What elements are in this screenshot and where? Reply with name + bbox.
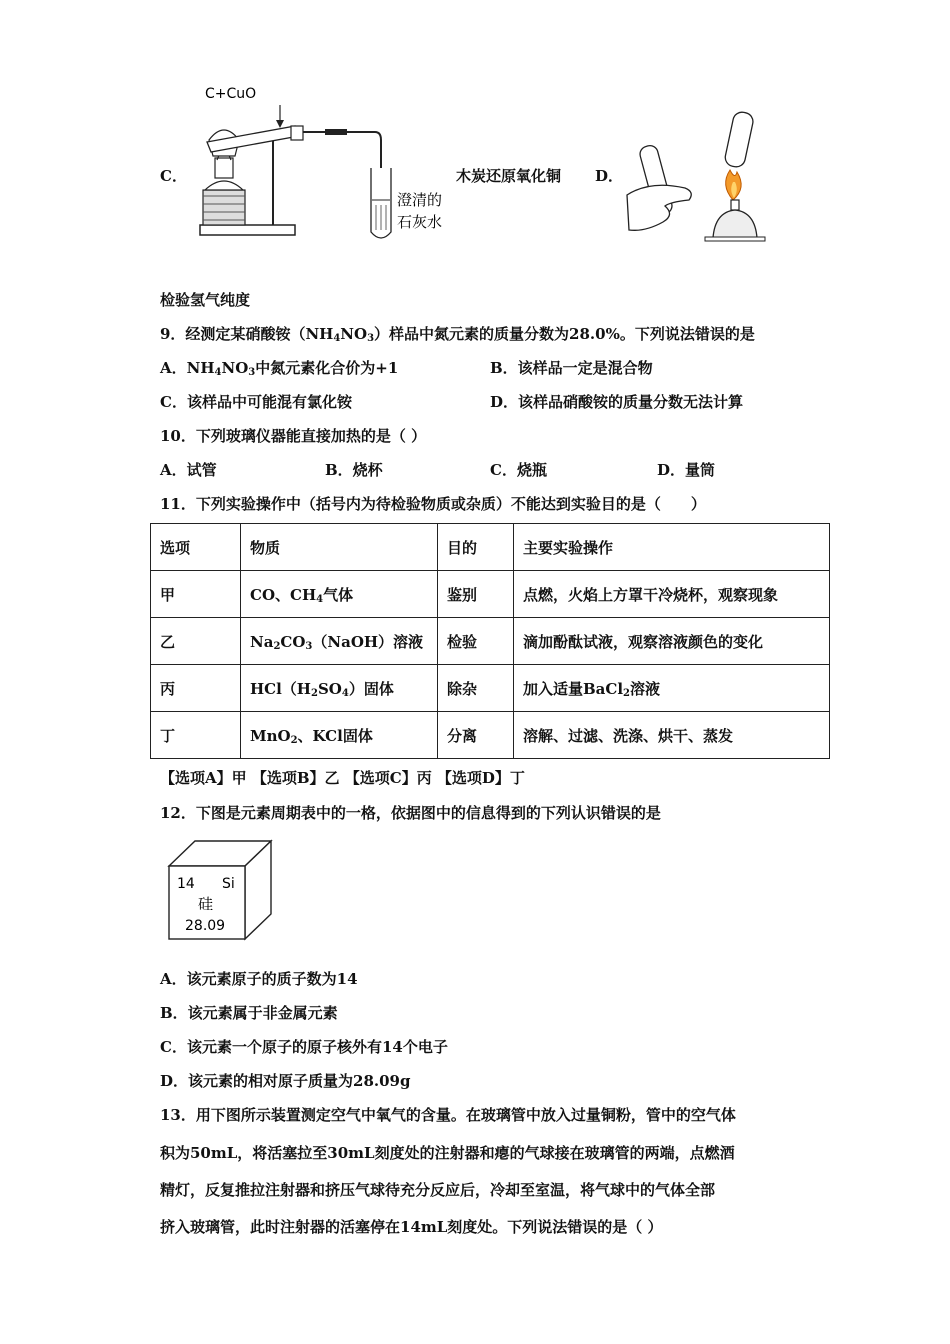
option-d-label: D． xyxy=(595,167,624,185)
row-goal: 分离 xyxy=(438,712,514,759)
row-operation: 溶解、过滤、洗涤、烘干、蒸发 xyxy=(514,712,830,759)
carbon-reduction-apparatus-figure xyxy=(195,80,460,250)
q13-line4: 挤入玻璃管，此时注射器的活塞停在14mL刻度处。下列说法错误的是（ ） xyxy=(160,1218,663,1236)
header-option: 选项 xyxy=(151,524,241,571)
header-operation: 主要实验操作 xyxy=(514,524,830,571)
row-substance: $HCl(H_2SO_4)$固体 xyxy=(241,665,438,712)
cell-name: 硅 xyxy=(198,895,214,913)
q13-line1: 13．用下图所示装置测定空气中氧气的含量。在玻璃管中放入过量铜粉，管中的空气体 xyxy=(160,1106,736,1124)
table-row xyxy=(151,665,830,712)
caption-c: 木炭还原氧化铜 xyxy=(456,167,562,185)
q12-option-a: A．该元素原子的质子数为14 xyxy=(160,970,358,988)
row-goal: 鉴别 xyxy=(438,571,514,618)
q11-table xyxy=(150,523,830,759)
q9-option-b: B．该样品一定是混合物 xyxy=(490,359,653,377)
row-operation: 滴加酚酞试液，观察溶液颜色的变化 xyxy=(514,618,830,665)
q9-option-a: A．$NH_4NO_3$中氮元素化合价为+1 xyxy=(160,359,399,378)
q10-option-c: C．烧瓶 xyxy=(490,461,547,479)
row-goal: 除杂 xyxy=(438,665,514,712)
q9-stem: 9．经测定某硝酸铵$(NH_4NO_3)$样品中氮元素的质量分数为28.0%。下列说法错误的是 xyxy=(160,325,755,344)
table-header-row xyxy=(151,524,830,571)
row-operation: 点燃，火焰上方罩干冷烧杯，观察现象 xyxy=(514,571,830,618)
row-goal: 检验 xyxy=(438,618,514,665)
cell-mass: 28.09 xyxy=(185,918,226,934)
periodic-cell-figure xyxy=(165,838,277,944)
q10-option-d: D．量筒 xyxy=(657,461,716,479)
row-option: 丙 xyxy=(151,665,241,712)
q11-stem: 11．下列实验操作中（括号内为待检验物质或杂质）不能达到实验目的是（ ） xyxy=(160,495,706,513)
table-row xyxy=(151,618,830,665)
hydrogen-purity-test-figure xyxy=(625,110,775,245)
table-row xyxy=(151,712,830,759)
row-option: 丁 xyxy=(151,712,241,759)
q10-option-a: A．试管 xyxy=(160,461,217,479)
q12-option-c: C．该元素一个原子的原子核外有14个电子 xyxy=(160,1038,448,1056)
q13-line3: 精灯，反复推拉注射器和挤压气球待充分反应后，冷却至室温，将气球中的气体全部 xyxy=(160,1181,716,1199)
row-option: 甲 xyxy=(151,571,241,618)
row-substance: CO、$CH_4$气体 xyxy=(241,571,438,618)
apparatus-reagent-label: C+CuO xyxy=(205,86,257,102)
q12-stem: 12．下图是元素周期表中的一格，依据图中的信息得到的下列认识错误的是 xyxy=(160,804,661,822)
q10-stem: 10．下列玻璃仪器能直接加热的是（ ） xyxy=(160,427,427,445)
cell-symbol: Si xyxy=(222,876,235,892)
header-goal: 目的 xyxy=(438,524,514,571)
q10-option-b: B．烧杯 xyxy=(325,461,383,479)
q12-option-b: B．该元素属于非金属元素 xyxy=(160,1004,338,1022)
apparatus-liquid-line1: 澄清的 xyxy=(397,191,443,209)
apparatus-liquid-line2: 石灰水 xyxy=(397,213,443,231)
option-c-label: C． xyxy=(160,167,187,185)
table-row xyxy=(151,571,830,618)
header-substance: 物质 xyxy=(241,524,438,571)
q13-line2: 积为50mL，将活塞拉至30mL刻度处的注射器和瘪的气球接在玻璃管的两端，点燃酒 xyxy=(160,1144,735,1162)
row-option: 乙 xyxy=(151,618,241,665)
row-substance: $Na_2CO_3(NaOH)$溶液 xyxy=(241,618,438,665)
q9-option-d: D．该样品硝酸铵的质量分数无法计算 xyxy=(490,393,744,411)
q12-option-d: D．该元素的相对原子质量为28.09g xyxy=(160,1072,411,1090)
row-operation: 加入适量BaCl$_2$溶液 xyxy=(514,665,830,712)
row-substance: MnO$_2$、KCl固体 xyxy=(241,712,438,759)
q9-option-c: C．该样品中可能混有氯化铵 xyxy=(160,393,352,411)
q11-answers: 【选项A】甲 【选项B】乙 【选项C】丙 【选项D】丁 xyxy=(160,769,525,787)
cell-number: 14 xyxy=(177,876,195,892)
caption-d: 检验氢气纯度 xyxy=(160,291,251,309)
